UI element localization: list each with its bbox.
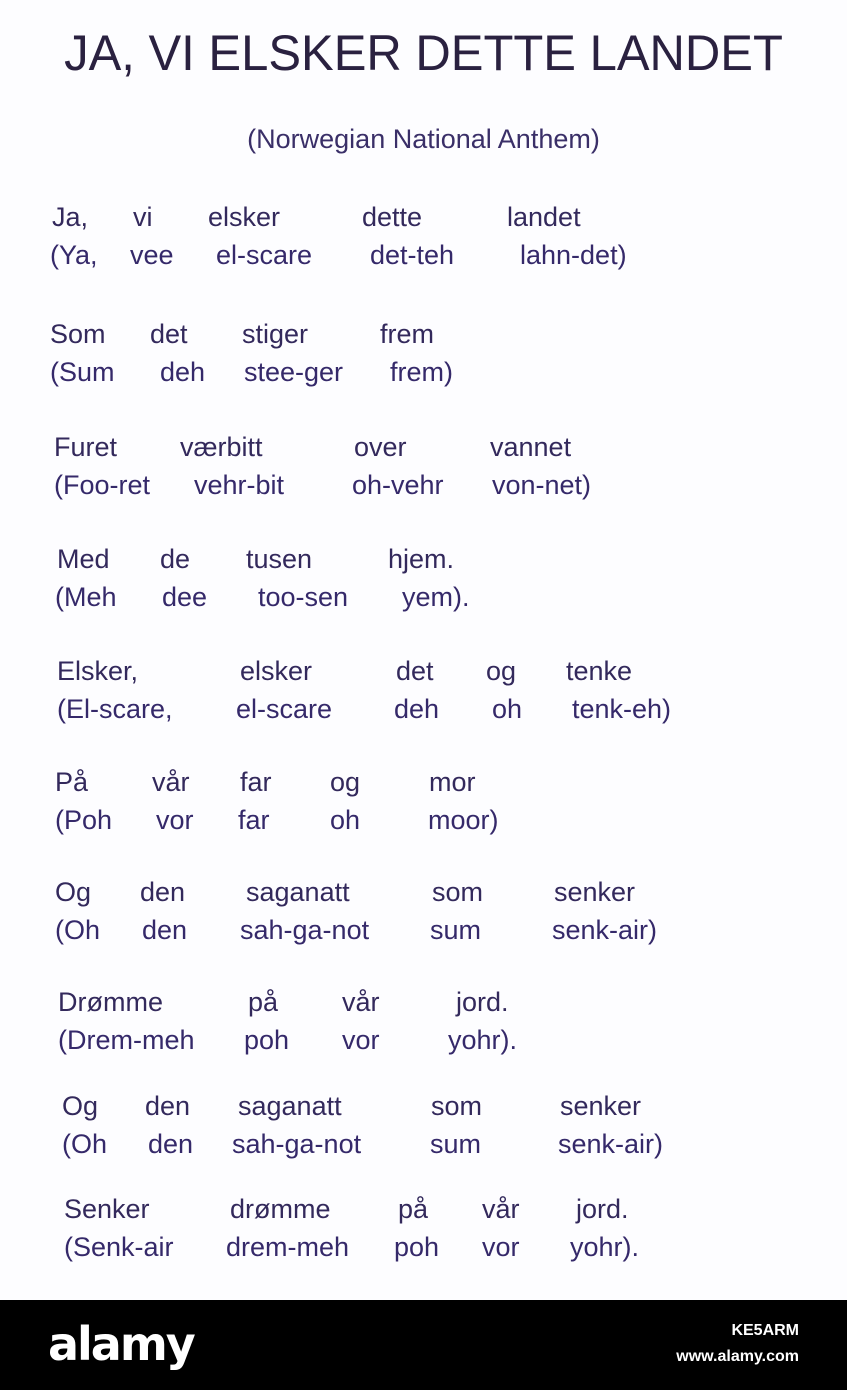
pronunciation-line xyxy=(0,690,847,728)
lyric-line xyxy=(0,873,847,911)
pronunciation-word: too-sen xyxy=(258,582,349,612)
alamy-logo: alamy xyxy=(48,1317,194,1371)
lyric-word: Elsker, xyxy=(57,656,139,686)
pronunciation-word: el-scare xyxy=(216,240,313,270)
stanza xyxy=(0,763,847,843)
lyric-line xyxy=(0,315,847,353)
watermark-footer xyxy=(0,1300,847,1390)
lyric-line xyxy=(0,540,847,578)
pronunciation-line xyxy=(0,353,847,391)
pronunciation-word: (Foo-ret xyxy=(54,470,151,500)
pronunciation-line xyxy=(0,801,847,839)
pronunciation-word: deh xyxy=(394,694,440,724)
pronunciation-word: poh xyxy=(244,1025,290,1055)
lyric-word: På xyxy=(55,767,89,797)
lyric-word: på xyxy=(248,987,279,1017)
pronunciation-word: den xyxy=(142,915,188,945)
lyric-word: som xyxy=(432,877,484,907)
lyric-word: som xyxy=(431,1091,483,1121)
pronunciation-word: (El-scare, xyxy=(57,694,173,724)
pronunciation-word: (Meh xyxy=(55,582,117,612)
lyric-line xyxy=(0,983,847,1021)
lyric-word: vi xyxy=(133,202,153,232)
pronunciation-word: vee xyxy=(130,240,174,270)
lyric-word: Med xyxy=(57,544,110,574)
lyric-word: frem xyxy=(380,319,434,349)
pronunciation-line xyxy=(0,578,847,616)
pronunciation-word: vor xyxy=(156,805,194,835)
lyric-word: hjem. xyxy=(388,544,455,574)
lyric-word: senker xyxy=(560,1091,642,1121)
stanza xyxy=(0,198,847,278)
stanza xyxy=(0,540,847,620)
stanza xyxy=(0,315,847,395)
lyric-line xyxy=(0,652,847,690)
lyric-word: det xyxy=(150,319,188,349)
lyric-word: elsker xyxy=(208,202,281,232)
lyric-word: de xyxy=(160,544,191,574)
lyric-word: drømme xyxy=(230,1194,331,1224)
pronunciation-word: (Ya, xyxy=(50,240,98,270)
pronunciation-word: stee-ger xyxy=(244,357,344,387)
lyric-word: Drømme xyxy=(58,987,163,1017)
pronunciation-line xyxy=(0,1021,847,1059)
stanza xyxy=(0,1190,847,1270)
pronunciation-word: (Drem-meh xyxy=(58,1025,195,1055)
lyric-line xyxy=(0,1190,847,1228)
stanza xyxy=(0,1087,847,1167)
lyric-line xyxy=(0,198,847,236)
pronunciation-word: vor xyxy=(482,1232,520,1262)
page-subtitle: (Norwegian National Anthem) xyxy=(247,124,600,154)
pronunciation-word: sum xyxy=(430,915,482,945)
lyric-word: far xyxy=(240,767,272,797)
pronunciation-word: (Senk-air xyxy=(64,1232,174,1262)
pronunciation-word: (Sum xyxy=(50,357,115,387)
lyric-word: Senker xyxy=(64,1194,150,1224)
pronunciation-word: (Oh xyxy=(62,1129,108,1159)
pronunciation-word: oh xyxy=(492,694,523,724)
pronunciation-word: poh xyxy=(394,1232,440,1262)
pronunciation-word: det-teh xyxy=(370,240,455,270)
page-title: JA, VI ELSKER DETTE LANDET xyxy=(64,25,783,81)
lyric-word: den xyxy=(145,1091,191,1121)
pronunciation-word: senk-air) xyxy=(552,915,658,945)
pronunciation-line xyxy=(0,466,847,504)
lyric-word: værbitt xyxy=(180,432,263,462)
pronunciation-word: sah-ga-not xyxy=(232,1129,362,1159)
lyric-word: Ja, xyxy=(52,202,89,232)
lyric-word: elsker xyxy=(240,656,313,686)
stanza xyxy=(0,873,847,953)
lyric-word: på xyxy=(398,1194,429,1224)
stanza xyxy=(0,983,847,1063)
lyric-word: jord. xyxy=(576,1194,629,1224)
pronunciation-word: von-net) xyxy=(492,470,592,500)
lyric-word: tenke xyxy=(566,656,633,686)
pronunciation-word: oh xyxy=(330,805,361,835)
pronunciation-word: yohr). xyxy=(448,1025,518,1055)
stanza xyxy=(0,652,847,732)
lyric-word: Og xyxy=(62,1091,99,1121)
pronunciation-word: lahn-det) xyxy=(520,240,627,270)
lyric-word: vår xyxy=(482,1194,520,1224)
pronunciation-word: yem). xyxy=(402,582,470,612)
pronunciation-word: vehr-bit xyxy=(194,470,285,500)
lyric-line xyxy=(0,763,847,801)
lyric-word: jord. xyxy=(456,987,509,1017)
pronunciation-line xyxy=(0,236,847,274)
pronunciation-word: vor xyxy=(342,1025,380,1055)
lyric-word: det xyxy=(396,656,434,686)
lyric-word: landet xyxy=(507,202,581,232)
lyric-word: og xyxy=(486,656,517,686)
pronunciation-word: sum xyxy=(430,1129,482,1159)
lyric-word: saganatt xyxy=(238,1091,342,1121)
lyric-word: den xyxy=(140,877,186,907)
lyric-line xyxy=(0,1087,847,1125)
lyric-word: over xyxy=(354,432,407,462)
lyric-word: og xyxy=(330,767,361,797)
pronunciation-word: (Oh xyxy=(55,915,101,945)
lyric-word: Furet xyxy=(54,432,118,462)
pronunciation-word: sah-ga-not xyxy=(240,915,370,945)
stanza xyxy=(0,428,847,508)
lyric-word: vår xyxy=(152,767,190,797)
pronunciation-word: moor) xyxy=(428,805,499,835)
lyric-word: Og xyxy=(55,877,92,907)
lyric-word: tusen xyxy=(246,544,313,574)
pronunciation-word: oh-vehr xyxy=(352,470,444,500)
pronunciation-word: drem-meh xyxy=(226,1232,350,1262)
lyric-word: senker xyxy=(554,877,636,907)
pronunciation-word: tenk-eh) xyxy=(572,694,672,724)
pronunciation-word: (Poh xyxy=(55,805,113,835)
lyric-line xyxy=(0,428,847,466)
image-id-label: KE5ARM xyxy=(731,1322,799,1339)
lyric-word: dette xyxy=(362,202,423,232)
pronunciation-word: senk-air) xyxy=(558,1129,664,1159)
pronunciation-word: deh xyxy=(160,357,206,387)
lyric-word: saganatt xyxy=(246,877,350,907)
pronunciation-line xyxy=(0,911,847,949)
pronunciation-word: dee xyxy=(162,582,208,612)
lyric-word: vannet xyxy=(490,432,572,462)
lyric-word: mor xyxy=(429,767,476,797)
pronunciation-word: el-scare xyxy=(236,694,333,724)
pronunciation-word: frem) xyxy=(390,357,453,387)
lyric-word: Som xyxy=(50,319,106,349)
pronunciation-word: yohr). xyxy=(570,1232,640,1262)
site-url-label: www.alamy.com xyxy=(676,1348,799,1365)
pronunciation-word: den xyxy=(148,1129,194,1159)
pronunciation-line xyxy=(0,1125,847,1163)
pronunciation-line xyxy=(0,1228,847,1266)
lyric-word: vår xyxy=(342,987,380,1017)
pronunciation-word: far xyxy=(238,805,270,835)
lyric-word: stiger xyxy=(242,319,309,349)
